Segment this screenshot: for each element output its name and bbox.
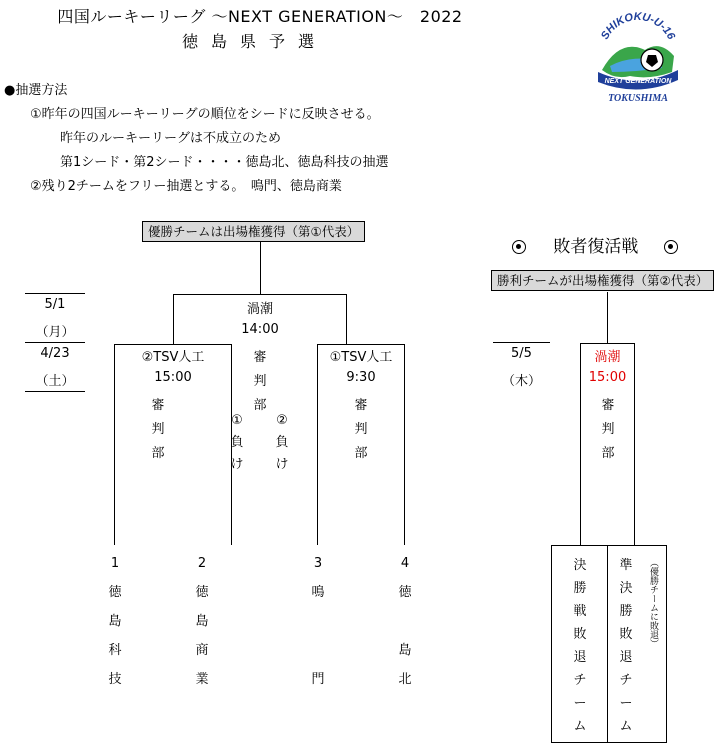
lottery-line-4: ②残り2チームをフリー抽選とする。 鳴門、徳島商業 [30,179,342,194]
final-venue: 渦潮 [246,302,273,317]
repechage-title-row [512,232,678,257]
svg-text:SHIKOKU-U-16 [599,11,678,42]
repechage-title: 敗者復活戦 [553,237,639,257]
date-rule-mid [25,342,85,343]
semi-right-time: 9:30 [346,370,376,385]
logo-bottom-text: TOKUSHIMA [608,93,668,104]
lottery-line-3: 第1シード・第2シード・・・・徳島北、徳島科技の抽選 [60,155,389,170]
semifinal-loser-text: 準 決 勝 敗 退 チ ー ム [619,558,633,734]
final-bar [173,294,347,295]
semifinal-loser-box [607,545,667,743]
semis-day: （土） [35,374,75,389]
lottery-line-1: ①昨年の四国ルーキーリーグの順位をシードに反映させる。 [30,107,380,122]
final-referee: 審 判 部 [253,350,267,413]
team-3: 3 鳴 門 [311,556,325,687]
soccer-ball-icon [512,240,526,254]
team-1: 1 徳 島 科 技 [108,556,122,687]
semi-right-drop-4 [404,344,405,545]
page-subtitle: 徳島県予選 [182,32,328,51]
repechage-winner-label: 勝利チームが出場権獲得（第②代表） [491,270,714,291]
shikoku-u16-logo [590,10,685,105]
final-left-drop [173,294,174,344]
semi-left-time: 15:00 [154,370,192,385]
repechage-date: 5/5 [511,346,532,361]
semi-left-referee: 審 判 部 [151,398,165,461]
final-date: 5/1 [44,297,66,312]
repechage-time: 15:00 [588,370,627,385]
soccer-ball-icon [664,240,678,254]
repechage-bar [580,343,635,344]
logo-band-text: NEXT GENERATION [604,78,672,85]
semi-right-bar [317,344,405,345]
loser-2-label: ② 負 け [275,413,289,472]
loser-1-label: ① 負 け [230,413,244,472]
lottery-line-2: 昨年のルーキーリーグは不成立のため [60,131,282,146]
lottery-heading: ●抽選方法 [4,83,68,98]
final-winner-line [260,242,261,294]
final-time: 14:00 [241,322,279,337]
final-day: （月） [35,325,75,340]
team-2: 2 徳 島 商 業 [195,556,209,687]
repechage-right-drop [634,343,635,545]
final-loser-text: 決 勝 戦 敗 退 チ ー ム [573,558,587,734]
final-loser-box [551,545,610,743]
repechage-day: （木） [501,374,541,389]
page-title: 四国ルーキーリーグ ～NEXT GENERATION～ 2022 [57,7,463,26]
repechage-referee: 審 判 部 [601,398,615,461]
semi-right-venue: ①TSV人工 [329,350,393,365]
semifinal-loser-note: （優勝チームに敗退） [648,558,658,648]
repechage-venue: 渦潮 [594,350,621,365]
team-4: 4 徳 島 北 [398,556,412,687]
semi-left-bar [114,344,232,345]
date-rule-top [25,293,85,294]
repechage-winner-line [607,292,608,343]
repechage-date-rule [493,342,550,343]
date-rule-bottom [25,391,85,392]
winner-qualifies-label: 優勝チームは出場権獲得（第①代表） [142,221,365,242]
semi-right-referee: 審 判 部 [354,398,368,461]
semis-date: 4/23 [40,346,70,361]
semi-left-venue: ②TSV人工 [141,350,205,365]
logo-arc-text: SHIKOKU-U-16 [598,10,678,42]
final-right-drop [346,294,347,344]
